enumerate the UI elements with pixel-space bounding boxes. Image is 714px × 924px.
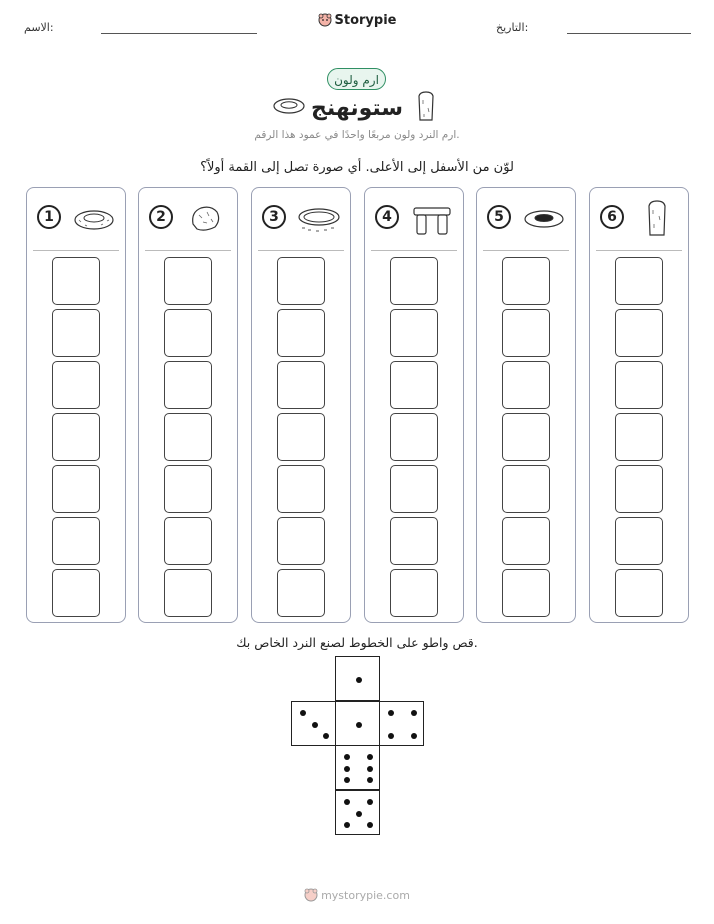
date-line[interactable]: [567, 33, 691, 34]
page-title: ستونهنج: [310, 96, 404, 121]
dice-pip: [323, 733, 329, 739]
column-number: 2: [149, 205, 173, 229]
color-box[interactable]: [502, 517, 550, 565]
coloring-instruction: لوّن من الأسفل إلى الأعلى. أي صورة تصل إلى القمة أولاً؟: [200, 160, 514, 175]
dice-pip: [367, 822, 373, 828]
dice-pip: [344, 777, 350, 783]
column-divider: [483, 250, 569, 251]
column-number: 6: [600, 205, 624, 229]
standing-stone-title-icon: [414, 90, 438, 122]
color-box[interactable]: [615, 465, 663, 513]
dice-pip: [367, 754, 373, 760]
dice-pip: [356, 677, 362, 683]
dice-pip: [344, 799, 350, 805]
column-number: 1: [37, 205, 61, 229]
color-box[interactable]: [502, 465, 550, 513]
name-line[interactable]: [101, 33, 257, 34]
color-box[interactable]: [52, 465, 100, 513]
column-number: 3: [262, 205, 286, 229]
color-box[interactable]: [615, 413, 663, 461]
dice-pip: [367, 777, 373, 783]
dice-pip: [411, 710, 417, 716]
dice-pip: [356, 722, 362, 728]
color-box[interactable]: [390, 517, 438, 565]
standing-stone-icon: [634, 200, 680, 236]
storypie-logo: [0, 13, 714, 31]
name-label: الاسم:: [24, 21, 54, 34]
color-box[interactable]: [52, 309, 100, 357]
column-header: [139, 200, 237, 236]
dice-pip: [312, 722, 318, 728]
column-4: [364, 187, 464, 623]
column-5: [476, 187, 576, 623]
color-box[interactable]: [277, 413, 325, 461]
color-box[interactable]: [390, 413, 438, 461]
color-box[interactable]: [52, 361, 100, 409]
color-box[interactable]: [52, 569, 100, 617]
dice-pip: [344, 822, 350, 828]
dice-pip: [344, 766, 350, 772]
cut-instruction: قص واطو على الخطوط لصنع النرد الخاص بك.: [236, 635, 478, 650]
column-divider: [258, 250, 344, 251]
color-box[interactable]: [52, 517, 100, 565]
color-box[interactable]: [615, 517, 663, 565]
dice-face-5: [335, 790, 380, 835]
color-box[interactable]: [502, 257, 550, 305]
color-box[interactable]: [615, 309, 663, 357]
logo-text: Storypie: [334, 13, 397, 28]
dice-pip: [300, 710, 306, 716]
color-box[interactable]: [615, 361, 663, 409]
dice-pip: [367, 766, 373, 772]
color-box[interactable]: [52, 257, 100, 305]
dice-pip: [344, 754, 350, 760]
roll-and-color-badge: ارم ولون: [327, 68, 386, 90]
date-label: التاريخ:: [496, 21, 529, 34]
color-box[interactable]: [164, 465, 212, 513]
color-box[interactable]: [502, 569, 550, 617]
flat-ring-icon: [521, 200, 567, 236]
color-box[interactable]: [390, 257, 438, 305]
dice-pip: [388, 733, 394, 739]
color-box[interactable]: [390, 569, 438, 617]
stone-ring-icon: [71, 200, 117, 236]
color-box[interactable]: [277, 257, 325, 305]
rock-icon: [183, 200, 229, 236]
column-divider: [371, 250, 457, 251]
column-divider: [33, 250, 119, 251]
dice-pip: [367, 799, 373, 805]
column-header: [365, 200, 463, 236]
color-box[interactable]: [390, 361, 438, 409]
color-box[interactable]: [277, 517, 325, 565]
dice-face-4: [379, 701, 424, 746]
color-box[interactable]: [277, 465, 325, 513]
dice-pip: [411, 733, 417, 739]
column-6: [589, 187, 689, 623]
column-2: [138, 187, 238, 623]
footer-url[interactable]: mystorypie.com: [321, 889, 410, 902]
page-subtitle: ارم النرد ولون مربعًا واحدًا في عمود هذا الرقم.: [254, 129, 460, 141]
dice-pip: [356, 811, 362, 817]
color-box[interactable]: [502, 361, 550, 409]
color-box[interactable]: [164, 413, 212, 461]
column-number: 5: [487, 205, 511, 229]
color-box[interactable]: [52, 413, 100, 461]
color-box[interactable]: [164, 517, 212, 565]
color-box[interactable]: [277, 361, 325, 409]
column-divider: [596, 250, 682, 251]
color-box[interactable]: [502, 413, 550, 461]
stone-circle-icon: [296, 200, 342, 236]
dice-pip: [388, 710, 394, 716]
column-1: [26, 187, 126, 623]
mascot-icon: [318, 13, 332, 31]
column-3: [251, 187, 351, 623]
footer-mascot-icon: [304, 888, 318, 905]
color-box[interactable]: [390, 309, 438, 357]
trilithon-icon: [409, 200, 455, 236]
dice-face-3: [291, 701, 336, 746]
column-divider: [145, 250, 231, 251]
footer: [0, 888, 714, 905]
color-box[interactable]: [164, 361, 212, 409]
column-header: [477, 200, 575, 236]
color-box[interactable]: [277, 569, 325, 617]
column-header: [27, 200, 125, 236]
color-box[interactable]: [164, 309, 212, 357]
color-box[interactable]: [277, 309, 325, 357]
color-box[interactable]: [164, 569, 212, 617]
color-box[interactable]: [615, 569, 663, 617]
dice-face-6: [335, 745, 380, 790]
color-box[interactable]: [164, 257, 212, 305]
column-header: [590, 200, 688, 236]
dice-face-1: [335, 656, 380, 701]
color-box[interactable]: [390, 465, 438, 513]
color-box[interactable]: [502, 309, 550, 357]
column-header: [252, 200, 350, 236]
dice-face-1: [335, 701, 380, 746]
column-number: 4: [375, 205, 399, 229]
color-box[interactable]: [615, 257, 663, 305]
